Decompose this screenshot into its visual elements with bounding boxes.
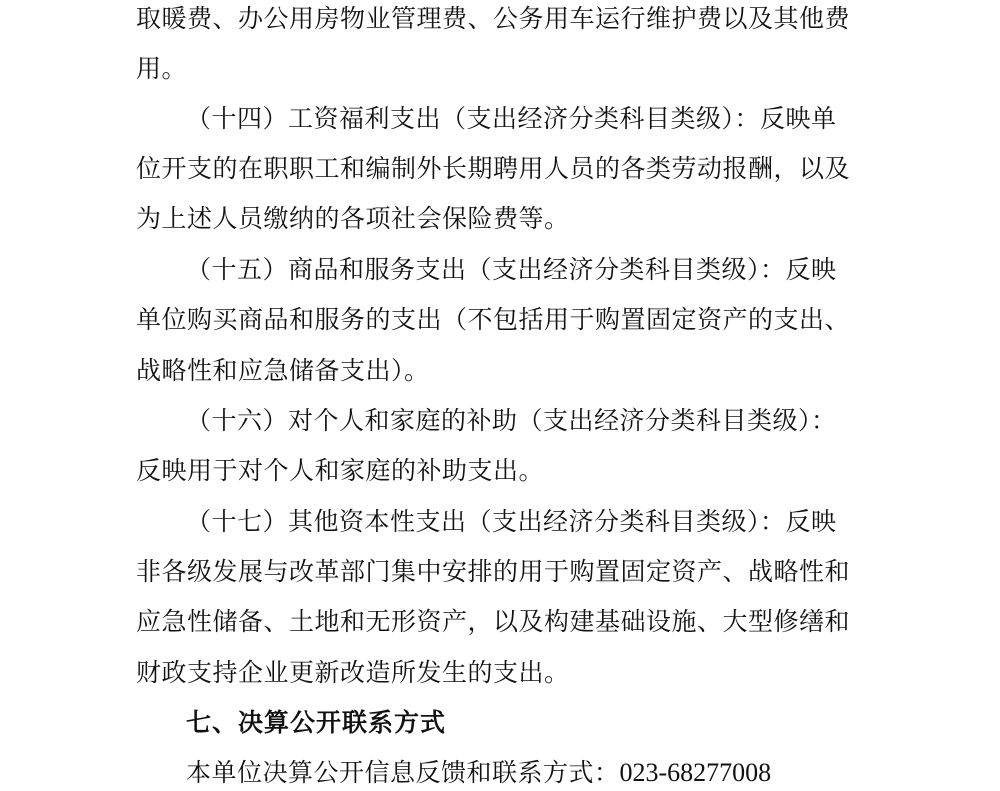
paragraph-line: 非各级发展与改革部门集中安排的用于购置固定资产、战略性和 bbox=[136, 557, 851, 586]
paragraph-line: 为上述人员缴纳的各项社会保险费等。 bbox=[136, 204, 570, 233]
paragraph-line: 战略性和应急储备支出）。 bbox=[136, 356, 430, 385]
paragraph-line: 位开支的在职职工和编制外长期聘用人员的各类劳动报酬，以及 bbox=[136, 154, 851, 183]
contact-phone: 023-68277008 bbox=[619, 758, 772, 787]
section-heading: 七、决算公开联系方式 bbox=[186, 708, 447, 737]
paragraph-line: 用。 bbox=[136, 54, 188, 83]
paragraph-line: 取暖费、办公用房物业管理费、公务用车运行维护费以及其他费 bbox=[136, 4, 851, 33]
paragraph-line: 财政支持企业更新改造所发生的支出。 bbox=[136, 658, 570, 687]
paragraph-line: （十七）其他资本性支出（支出经济分类科目类级）：反映 bbox=[186, 507, 837, 536]
paragraph-line: 单位购买商品和服务的支出（不包括用于购置固定资产的支出、 bbox=[136, 305, 851, 334]
paragraph-line: （十四）工资福利支出（支出经济分类科目类级）：反映单 bbox=[186, 104, 837, 133]
contact-label: 本单位决算公开信息反馈和联系方式： bbox=[186, 758, 620, 787]
paragraph-line: 反映用于对个人和家庭的补助支出。 bbox=[136, 456, 545, 485]
paragraph-line: （十五）商品和服务支出（支出经济分类科目类级）：反映 bbox=[186, 255, 837, 284]
paragraph-line: （十六）对个人和家庭的补助（支出经济分类科目类级）： bbox=[186, 406, 837, 435]
paragraph-line: 应急性储备、土地和无形资产，以及构建基础设施、大型修缮和 bbox=[136, 607, 851, 636]
contact-line bbox=[186, 756, 771, 790]
